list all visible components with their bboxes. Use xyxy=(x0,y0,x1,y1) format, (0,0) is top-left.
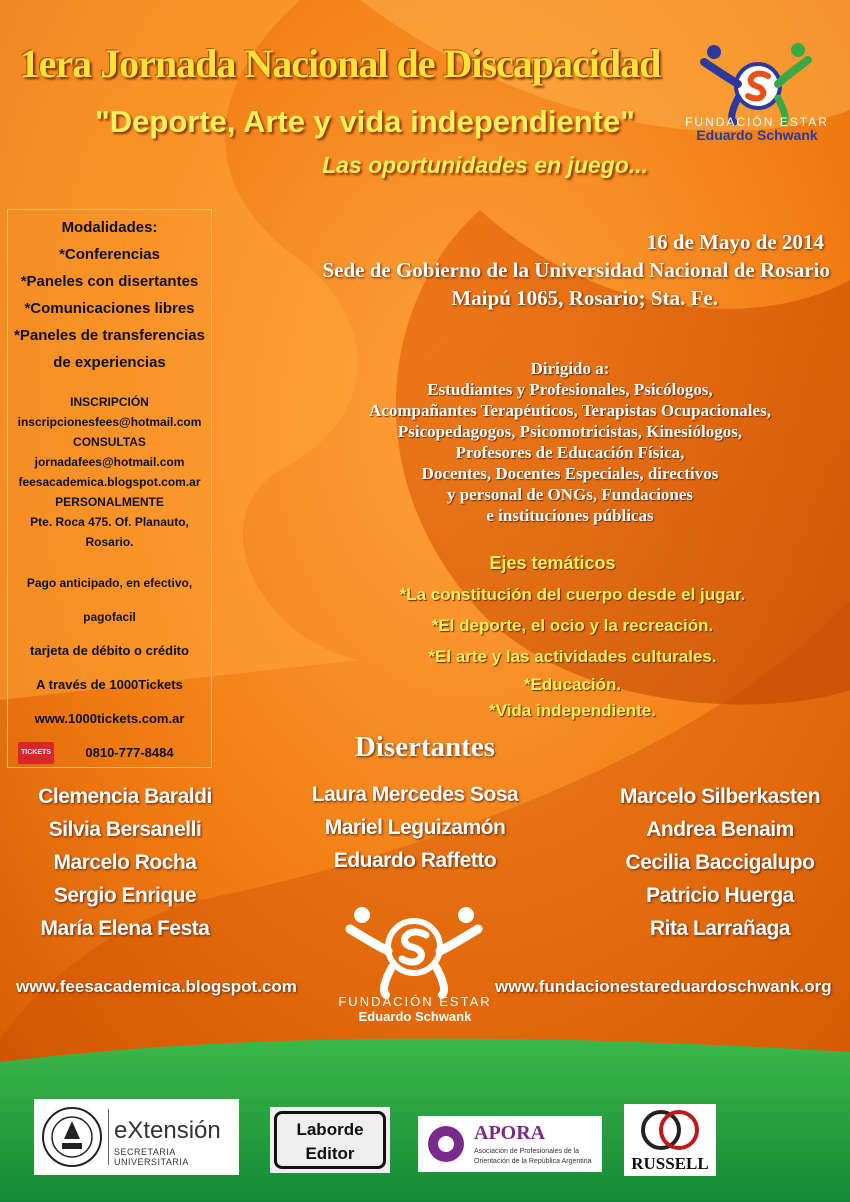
speakers-column-2 xyxy=(295,778,535,877)
speaker-name: Mariel Leguizamón xyxy=(324,816,506,839)
russell-rings-icon xyxy=(635,1108,705,1154)
tickets-badge-icon: TICKETS xyxy=(18,742,54,764)
audience-line: y personal de ONGs, Fundaciones xyxy=(446,485,694,504)
sponsor-russell-logo xyxy=(624,1104,716,1176)
audience-line: Docentes, Docentes Especiales, directivos xyxy=(421,464,719,483)
modalidad-item: *Conferencias xyxy=(59,246,160,263)
inscripcion-label: INSCRIPCIÓN xyxy=(70,395,149,409)
sponsor-extension-logo xyxy=(34,1099,239,1175)
contact-section xyxy=(8,392,211,552)
axes-heading: Ejes temáticos xyxy=(489,553,616,573)
speaker-name: Cecilia Baccigalupo xyxy=(625,851,815,874)
axis-item: *Educación. xyxy=(523,675,622,694)
inscripcion-email[interactable]: inscripcionesfees@hotmail.com xyxy=(17,415,202,429)
extension-title: eXtensión xyxy=(114,1117,221,1144)
axis-item: *El deporte, el ocio y la recreación. xyxy=(431,616,714,635)
blog-link[interactable]: feesacademica.blogspot.com.ar xyxy=(18,475,201,489)
modalidades-list xyxy=(8,214,211,376)
office-city: Rosario. xyxy=(85,535,134,549)
speaker-name: Silvia Bersanelli xyxy=(48,818,202,841)
speakers-column-3 xyxy=(600,780,840,945)
speaker-name: Patricio Huerga xyxy=(646,884,794,907)
laborde-line-1: Laborde xyxy=(296,1120,364,1139)
audience-line: Acompañantes Terapéuticos, Terapistas Ocupacionales, xyxy=(369,401,771,420)
fundacion-estar-logo-text xyxy=(676,116,838,142)
event-tagline: Las oportunidades en juego... xyxy=(322,152,648,178)
apora-icon xyxy=(424,1122,468,1166)
modalidad-item: *Paneles con disertantes xyxy=(20,273,199,290)
info-box xyxy=(7,209,212,768)
speaker-name: Rita Larrañaga xyxy=(649,917,791,940)
event-info xyxy=(210,228,830,312)
speaker-name: Marcelo Rocha xyxy=(53,851,197,874)
center-logo-text xyxy=(330,994,500,1024)
sponsor-apora-logo xyxy=(418,1116,602,1172)
payment-line: A través de 1000Tickets xyxy=(36,677,183,692)
consultas-label: CONSULTAS xyxy=(73,435,146,449)
event-subtitle: "Deporte, Arte y vida independiente" xyxy=(95,104,635,139)
modalidad-item: de experiencias xyxy=(53,354,166,371)
personalmente-label: PERSONALMENTE xyxy=(55,495,164,509)
blog-url-link[interactable]: www.feesacademica.blogspot.com xyxy=(16,977,297,996)
audience-line: e instituciones públicas xyxy=(486,506,654,525)
axis-item: *El arte y las actividades culturales. xyxy=(428,647,717,666)
audience-heading: Dirigido a: xyxy=(530,359,610,378)
consultas-email[interactable]: jornadafees@hotmail.com xyxy=(34,455,185,469)
speaker-name: Marcelo Silberkasten xyxy=(619,785,821,808)
foundation-url-link[interactable]: www.fundacionestareduardoschwank.org xyxy=(495,977,832,996)
event-title: 1era Jornada Nacional de Discapacidad xyxy=(19,41,661,86)
russell-title: RUSSELL xyxy=(631,1154,709,1173)
laborde-frame xyxy=(274,1111,386,1169)
apora-subtitle-1: Asociación de Profesionales de la xyxy=(474,1148,580,1155)
apora-subtitle-2: Orientación de la República Argentina xyxy=(474,1158,592,1165)
speaker-name: Eduardo Raffetto xyxy=(333,849,497,872)
event-date: 16 de Mayo de 2014 xyxy=(646,230,824,254)
tickets-phone: 0810-777-8484 xyxy=(85,745,174,760)
axis-item: *La constitución del cuerpo desde el jugar. xyxy=(399,585,746,604)
divider xyxy=(108,1109,109,1165)
speaker-name: María Elena Festa xyxy=(40,917,210,940)
tickets-phone-row xyxy=(8,736,211,770)
speakers-heading: Disertantes xyxy=(354,731,496,763)
laborde-line-2: Editor xyxy=(305,1144,355,1163)
speaker-name: Andrea Benaim xyxy=(646,818,794,841)
target-audience xyxy=(270,358,850,526)
extension-subtitle: SECRETARIA UNIVERSITARIA xyxy=(114,1147,189,1167)
modalidad-item: *Comunicaciones libres xyxy=(24,300,195,317)
audience-line: Psicopedagogos, Psicomotricistas, Kinesiólogos, xyxy=(397,422,743,441)
sponsor-laborde-logo xyxy=(270,1107,390,1173)
payment-section xyxy=(8,566,211,770)
apora-title: APORA xyxy=(474,1122,546,1144)
audience-line: Profesores de Educación Física, xyxy=(455,443,685,462)
speaker-name: Sergio Enrique xyxy=(53,884,197,907)
modalidades-heading: Modalidades: xyxy=(61,219,158,236)
logo-line-2: Eduardo Schwank xyxy=(696,127,818,143)
fundacion-estar-logo-icon xyxy=(698,38,816,162)
event-venue: Sede de Gobierno de la Universidad Nacional de Rosario xyxy=(322,258,830,282)
university-seal-icon xyxy=(40,1105,104,1169)
payment-line: Pago anticipado, en efectivo, pagofacil xyxy=(26,576,193,624)
event-address: Maipú 1065, Rosario; Sta. Fe. xyxy=(451,286,718,310)
center-logo-line-1: FUNDACIÓN ESTAR xyxy=(338,994,492,1009)
audience-line: Estudiantes y Profesionales, Psicólogos, xyxy=(427,380,713,399)
axis-item: *Vida independiente. xyxy=(489,701,656,720)
speakers-column-1 xyxy=(10,780,240,945)
thematic-axes xyxy=(300,548,845,724)
payment-line: tarjeta de débito o crédito xyxy=(30,643,189,658)
speaker-name: Clemencia Baraldi xyxy=(38,785,212,808)
tickets-link[interactable]: www.1000tickets.com.ar xyxy=(34,711,185,726)
office-address: Pte. Roca 475. Of. Planauto, xyxy=(30,515,189,529)
logo-line-1: FUNDACIÓN ESTAR xyxy=(685,115,829,129)
center-logo-line-2: Eduardo Schwank xyxy=(358,1009,472,1024)
modalidad-item: *Paneles de transferencias xyxy=(14,327,205,344)
speaker-name: Laura Mercedes Sosa xyxy=(311,783,519,806)
